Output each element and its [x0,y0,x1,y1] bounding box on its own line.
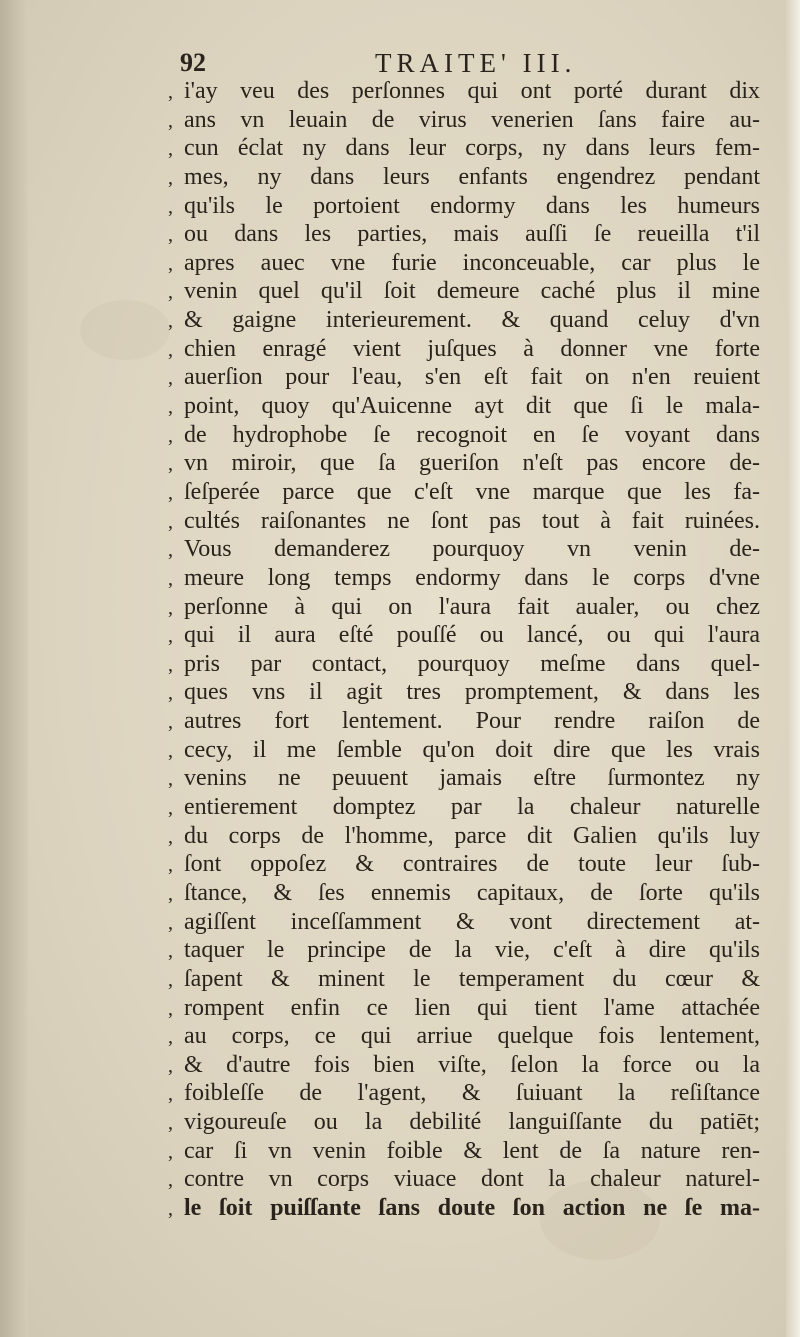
quotation-mark: , [168,481,173,504]
text-line [168,249,768,278]
page-gutter-left [0,0,28,1337]
line-text: de hydrophobe ſe recognoit en ſe voyant dans [184,421,760,448]
text-line [168,507,768,536]
page-edge-right [786,0,800,1337]
quotation-mark: , [168,453,173,476]
quotation-mark: , [168,797,173,820]
quotation-mark: , [168,109,173,132]
quotation-mark: , [168,625,173,648]
line-text: apres auec vne furie inconceuable, car plus le [184,249,760,276]
text-line [168,764,768,793]
text-line [168,593,768,622]
quotation-mark: , [168,825,173,848]
text-line [168,77,768,106]
quotation-mark: , [168,567,173,590]
text-line [168,106,768,135]
text-line [168,965,768,994]
text-line [168,707,768,736]
text-line [168,306,768,335]
line-text: agiſſent inceſſamment & vont directement at- [184,908,760,935]
quotation-mark: , [168,854,173,877]
line-text: ſtance, & ſes ennemis capitaux, de ſorte qu'ils [184,879,760,906]
text-line [168,564,768,593]
running-title: TRAITE' III. [375,48,577,78]
text-line [168,850,768,879]
text-line [168,277,768,306]
line-text: meure long temps endormy dans le corps d'vne [184,564,760,591]
text-line [168,1165,768,1194]
text-line [168,1108,768,1137]
quotation-mark: , [168,968,173,991]
line-text: taquer le principe de la vie, c'eſt à dire qu'ils [184,937,760,964]
line-text: qu'ils le portoient endormy dans les humeurs [184,192,760,219]
text-line [168,163,768,192]
line-text: foibleſſe de l'agent, & ſuiuant la reſiſtance [184,1080,760,1107]
quotation-mark: , [168,1197,173,1220]
text-line [168,822,768,851]
text-line [168,621,768,650]
line-text: au corps, ce qui arriue quelque fois lentement, [184,1023,760,1050]
text-line [168,535,768,564]
body-text [168,77,768,1223]
line-text: point, quoy qu'Auicenne ayt dit que ſi le mala- [184,393,760,420]
text-line [168,449,768,478]
quotation-mark: , [168,711,173,734]
line-text: cultés raiſonantes ne ſont pas tout à fait ruinées. [184,507,760,534]
quotation-mark: , [168,281,173,304]
text-line [168,1137,768,1166]
text-line [168,936,768,965]
quotation-mark: , [168,1026,173,1049]
quotation-mark: , [168,138,173,161]
line-text: & d'autre fois bien viſte, ſelon la force ou la [184,1051,760,1078]
text-line [168,363,768,392]
text-line [168,1079,768,1108]
text-line [168,650,768,679]
quotation-mark: , [168,338,173,361]
quotation-mark: , [168,911,173,934]
quotation-mark: , [168,424,173,447]
text-line [168,1022,768,1051]
text-line [168,421,768,450]
text-line [168,879,768,908]
quotation-mark: , [168,768,173,791]
quotation-mark: , [168,367,173,390]
line-text: du corps de l'homme, parce dit Galien qu'ils luy [184,822,760,849]
page-number: 92 [180,48,206,77]
quotation-mark: , [168,1140,173,1163]
line-text: & gaigne interieurement. & quand celuy d'vn [184,307,760,334]
quotation-mark: , [168,1054,173,1077]
text-line [168,1194,768,1223]
line-text: entierement domptez par la chaleur naturelle [184,794,760,821]
line-text: car ſi vn venin foible & lent de ſa nature ren- [184,1137,760,1164]
quotation-mark: , [168,1112,173,1135]
line-text: qui il aura eſté pouſſé ou lancé, ou qui l'aura [184,622,760,649]
quotation-mark: , [168,166,173,189]
line-text: ou dans les parties, mais auſſi ſe reueilla t'il [184,221,760,248]
quotation-mark: , [168,596,173,619]
quotation-mark: , [168,310,173,333]
paper-stain [80,300,170,360]
line-text: rompent enfin ce lien qui tient l'ame attachée [184,994,760,1021]
line-text: le ſoit puiſſante ſans doute ſon action ne ſe ma- [184,1194,760,1221]
quotation-mark: , [168,997,173,1020]
quotation-mark: , [168,1083,173,1106]
text-line [168,192,768,221]
quotation-mark: , [168,940,173,963]
quotation-mark: , [168,510,173,533]
line-text: pris par contact, pourquoy meſme dans quel- [184,650,760,677]
text-line [168,220,768,249]
line-text: chien enragé vient juſques à donner vne forte [184,335,760,362]
line-text: perſonne à qui on l'aura fait aualer, ou chez [184,593,760,620]
text-line [168,134,768,163]
text-line [168,908,768,937]
quotation-mark: , [168,195,173,218]
line-text: ſont oppoſez & contraires de toute leur ſub- [184,851,760,878]
quotation-mark: , [168,252,173,275]
line-text: cecy, il me ſemble qu'on doit dire que les vrais [184,736,760,763]
quotation-mark: , [168,396,173,419]
line-text: venins ne peuuent jamais eſtre ſurmontez ny [184,765,760,792]
quotation-mark: , [168,739,173,762]
line-text: vn miroir, que ſa gueriſon n'eſt pas encore de- [184,450,760,477]
quotation-mark: , [168,1169,173,1192]
text-line [168,478,768,507]
text-line [168,1051,768,1080]
line-text: vigoureuſe ou la debilité languiſſante du patiēt; [184,1109,760,1136]
line-text: cun éclat ny dans leur corps, ny dans leurs fem- [184,135,760,162]
quotation-mark: , [168,682,173,705]
quotation-mark: , [168,882,173,905]
line-text: contre vn corps viuace dont la chaleur naturel- [184,1166,760,1193]
line-text: ſapent & minent le temperament du cœur & [184,965,760,992]
quotation-mark: , [168,539,173,562]
text-line [168,335,768,364]
line-text: mes, ny dans leurs enfants engendrez pendant [184,163,760,190]
text-line [168,994,768,1023]
quotation-mark: , [168,653,173,676]
quotation-mark: , [168,81,173,103]
line-text: ans vn leuain de virus venerien ſans faire au- [184,106,760,133]
quotation-mark: , [168,224,173,247]
text-line [168,678,768,707]
line-text: i'ay veu des perſonnes qui ont porté durant dix [184,78,760,104]
text-line [168,392,768,421]
text-line [168,736,768,765]
text-line [168,793,768,822]
line-text: Vous demanderez pourquoy vn venin de- [184,536,760,563]
line-text: ques vns il agit tres promptement, & dans les [184,679,760,706]
line-text: ſeſperée parce que c'eſt vne marque que les fa- [184,478,760,505]
line-text: auerſion pour l'eau, s'en eſt fait on n'en reuient [184,364,760,391]
line-text: venin quel qu'il ſoit demeure caché plus il mine [184,278,760,305]
line-text: autres fort lentement. Pour rendre raiſon de [184,708,760,735]
